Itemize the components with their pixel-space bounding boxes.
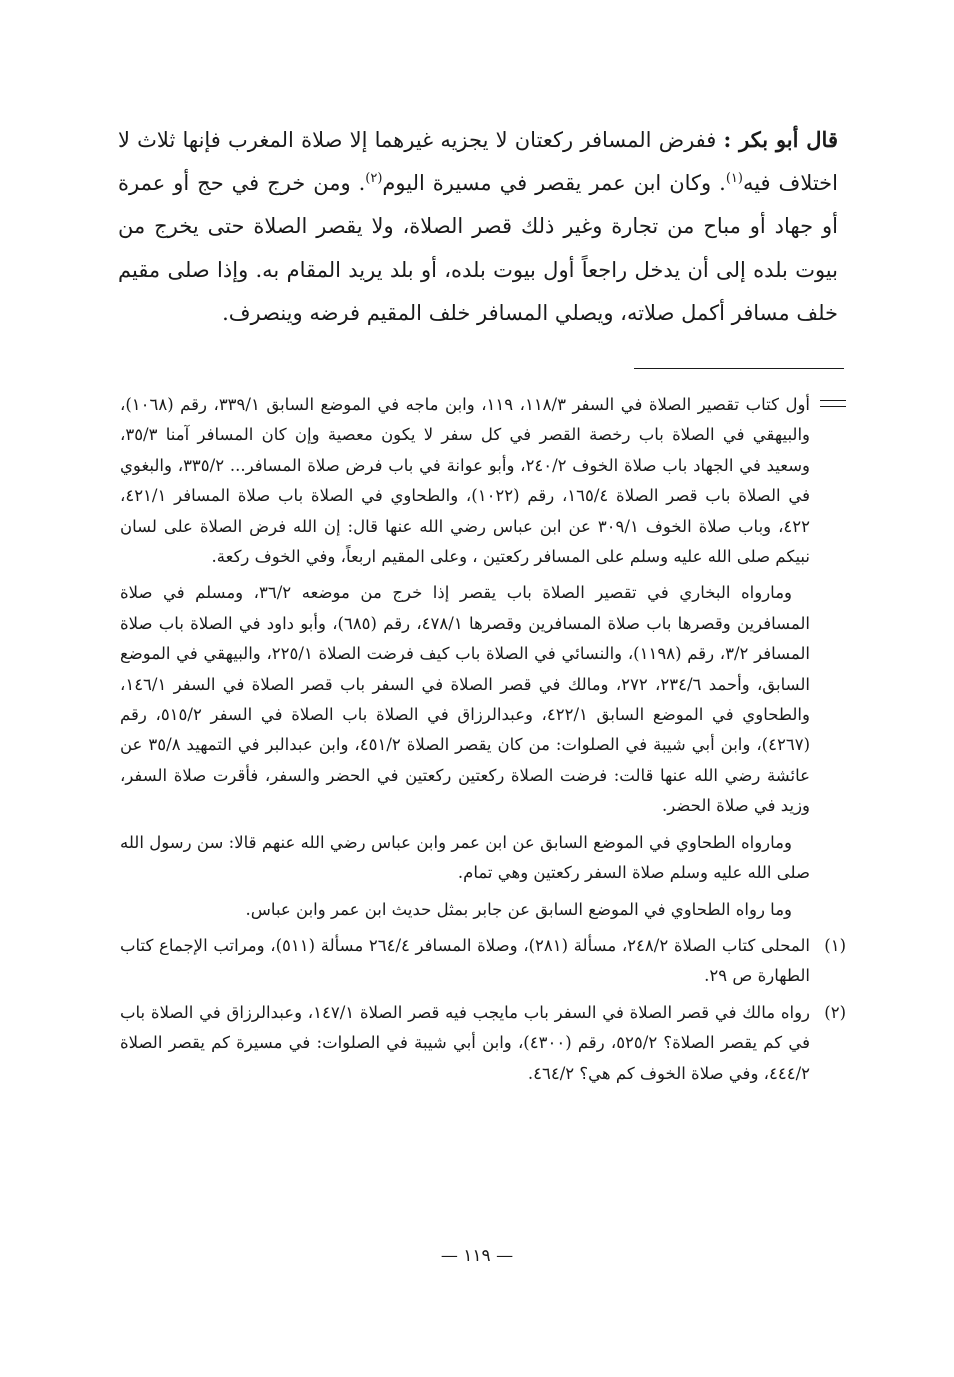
main-text-part1: ففرض المسافر ركعتان لا يجزيه غيرهما إلا صلاة المغرب فإنها ثلاث لا اختلاف فيه [118,128,838,196]
footnote-paragraph: ومارواه الطحاوي في الموضع السابق عن ابن عمر وابن عباس رضي الله عنهم قالا: سن رسول الله صلى الله عليه وسلم صلاة السفر ركعتين وهي تمام. [120,832,810,883]
footnote-2 [120,998,846,1089]
footnote-paragraph: وما رواه الطحاوي في الموضع السابق عن جابر بمثل حديث ابن عمر وابن عباس. [245,899,792,919]
continuation-mark-icon [820,400,846,407]
footnote-paragraph: ومارواه البخاري في تقصير الصلاة باب يقصر إذا خرج من موضعه ٣٦/٢، ومسلم في صلاة المسافرين وقصرها باب صلاة المسافرين وقصرها ٤٧٨/١، رقم (٦٨٥)، وأبو داود في الصلاة باب صلاة المسافر ٣/٢، رقم (١١٩٨)، والنسائي في الصلاة باب كيف فرضت الصلاة ٢٢٥/١، والبيهقي في الموضع السابق، وأحمد ٢٣٤/٦، ٢٧٢، ومالك في قصر الصلاة في السفر باب قصر الصلاة في السفر ١٤٦/١، والطحاوي في الموضع السابق ٤٢٢/١، وعبدالرزاق في الصلاة باب الصلاة في السفر ٥١٥/٢، رقم (٤٢٦٧)، وابن أبي شيبة في الصلوات: من كان يقصر الصلاة ٤٥١/٢، وابن عبدالبر في التمهيد ٣٥/٨ عن عائشة رضي الله عنها قالت: فرضت الصلاة ركعتين ركعتين في الحضر والسفر، فأقرت صلاة السفر، وزيد في صلاة الحضر. [120,583,811,816]
footnote-paragraph: أول كتاب تقصير الصلاة في السفر ١١٨/٣، ١١٩، وابن ماجه في الموضع السابق ٣٣٩/١، رقم (١٠٦٨)، والبيهقي في الصلاة باب رخصة القصر في كل سفر لا يكون معصية وإن كان المسافر آمنا ٣٥/٣، وسعيد في الجهاد باب صلاة الخوف ٢٤٠/٢، وأبو عوانة في باب فرض صلاة المسافر... ٣٣٥/٢، والبغوي في الصلاة باب قصر الصلاة ١٦٥/٤، رقم (١٠٢٢)، والطحاوي في الصلاة باب صلاة المسافر ٤٢١/١، ٤٢٢، وباب صلاة الخوف ٣٠٩/١ عن ابن عباس رضي الله عنها قال: إن الله فرض الصلاة على لسان نبيكم صلى الله عليه وسلم على المسافر ركعتين ، وعلى المقيم اربعاً، وفي الخوف ركعة. [120,395,811,567]
footnote-continuation-block [120,390,846,925]
footnote-separator [634,368,844,369]
footnote-text: رواه مالك في قصر الصلاة في السفر باب مايجب فيه قصر الصلاة ١٤٧/١، وعبدالرزاق في الصلاة باب في كم يقصر الصلاة؟ ٥٢٥/٢، رقم (٤٣٠٠)، وابن أبي شيبة في الصلوات: في مسيرة كم يقصر الصلاة ٤٤٤/٢، وفي صلاة الخوف كم هي؟ ٤٦٤/٢. [120,1002,811,1083]
speaker-lead: قال أبو بكر : [723,127,838,152]
page-number: — ١١٩ — [440,1246,514,1266]
main-text-part2: . وكان ابن عمر يقصر في مسيرة اليوم [382,171,726,196]
main-text-part3: . ومن خرج في حج أو عمرة أو جهاد أو مباح من تجارة وغير ذلك قصر الصلاة، ولا يقصر الصلاة حتى يخرج من بيوت بلده إلى أن يدخل راجعاً أول بيوت بلده، أو بلد يريد المقام به. وإذا صلى مقيم خلف مسافر أكمل صلاته، ويصلي المسافر خلف المقيم فرضه وينصرف. [118,171,838,325]
footnote-number: (٢) [824,1002,846,1022]
main-paragraph [118,118,838,335]
footnote-ref-1[interactable]: (١) [725,171,743,187]
footnote-number: (١) [824,935,846,955]
footnote-text: المحلى كتاب الصلاة ٢٤٨/٢، مسألة (٢٨١)، وصلاة المسافر ٢٦٤/٤ مسألة (٥١١)، ومراتب الإجماع كتاب الطهارة ص ٢٩. [120,935,811,986]
footnote-ref-2[interactable]: (٢) [365,171,383,187]
footnote-1 [120,931,846,992]
footnotes-section [120,390,846,1095]
